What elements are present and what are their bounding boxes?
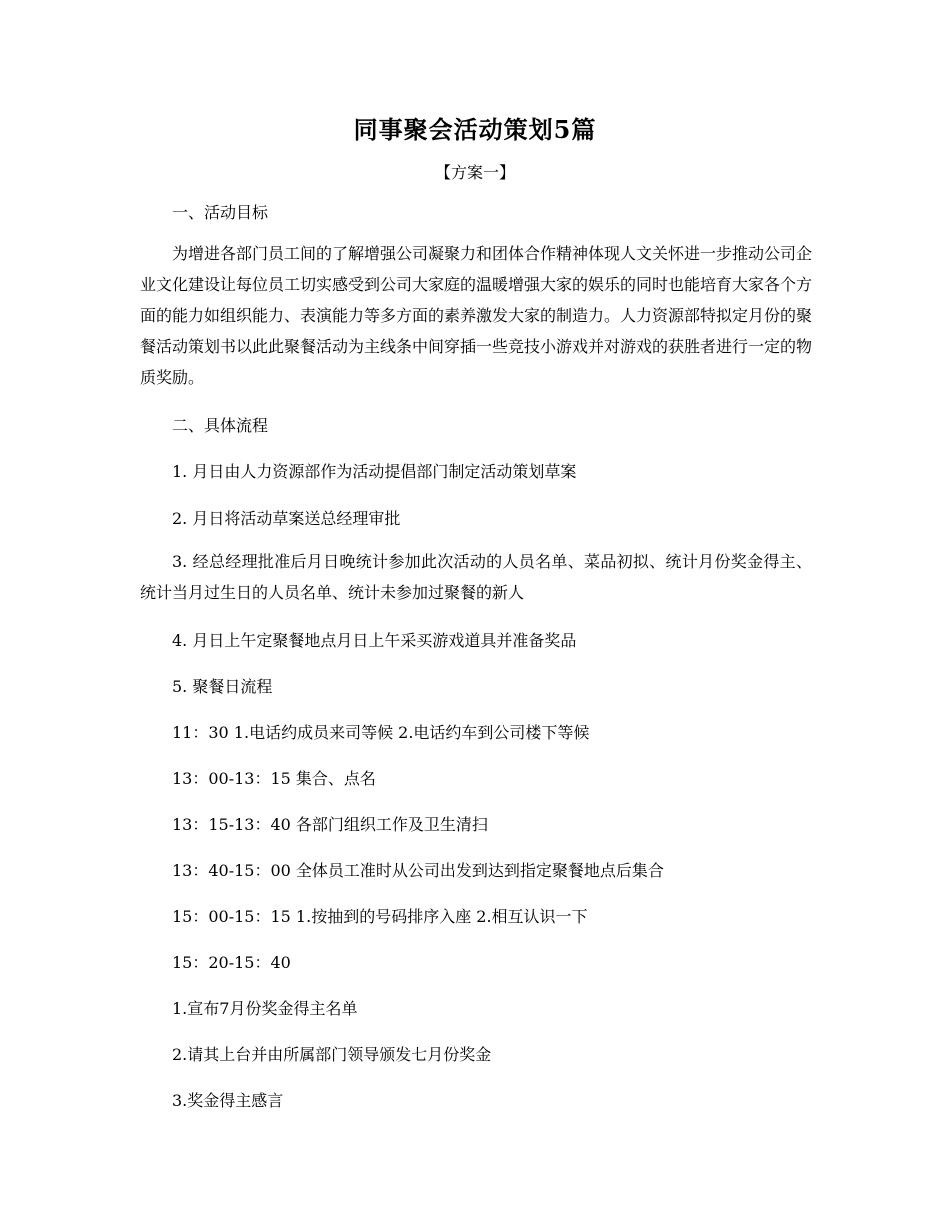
schedule-item: 13：00-13：15 集合、点名 <box>172 769 376 788</box>
agenda-item: 2.请其上台并由所属部门领导颁发七月份奖金 <box>172 1045 492 1064</box>
process-step: 2. 月日将活动草案送总经理审批 <box>172 509 401 528</box>
process-step: 5. 聚餐日流程 <box>172 677 273 696</box>
process-step: 3. 经总经理批准后月日晚统计参加此次活动的人员名单、菜品初拟、统计月份奖金得主、统计当月过生日的人员名单、统计未参加过聚餐的新人 <box>140 552 812 602</box>
schedule-item: 11：30 1.电话约成员来司等候 2.电话约车到公司楼下等候 <box>172 723 590 742</box>
agenda-item: 3.奖金得主感言 <box>172 1091 284 1110</box>
schedule-item: 13：40-15：00 全体员工准时从公司出发到达到指定聚餐地点后集合 <box>172 861 664 880</box>
document-title: 同事聚会活动策划5篇 <box>353 115 597 144</box>
section-heading-goal: 一、活动目标 <box>172 203 269 222</box>
section-heading-process: 二、具体流程 <box>172 416 269 435</box>
document-subtitle: 【方案一】 <box>434 163 515 182</box>
schedule-item: 15：00-15：15 1.按抽到的号码排序入座 2.相互认识一下 <box>172 907 588 926</box>
schedule-item: 15：20-15：40 <box>172 953 291 972</box>
schedule-item: 13：15-13：40 各部门组织工作及卫生清扫 <box>172 815 488 834</box>
agenda-item: 1.宣布7月份奖金得主名单 <box>172 999 358 1018</box>
goal-paragraph: 为增进各部门员工间的了解增强公司凝聚力和团体合作精神体现人文关怀进一步推动公司企业文化建设让每位员工切实感受到公司大家庭的温暖增强大家的娱乐的同时也能培育大家各个方面的能力如组织能力、表演能力等多方面的素养激发大家的制造力。人力资源部特拟定月份的聚餐活动策划书以此此聚餐活动为主线条中间穿插一些竞技小游戏并对游戏的获胜者进行一定的物质奖励。 <box>140 244 813 387</box>
process-step: 1. 月日由人力资源部作为活动提倡部门制定活动策划草案 <box>172 462 577 481</box>
process-step: 4. 月日上午定聚餐地点月日上午采买游戏道具并准备奖品 <box>172 631 577 650</box>
